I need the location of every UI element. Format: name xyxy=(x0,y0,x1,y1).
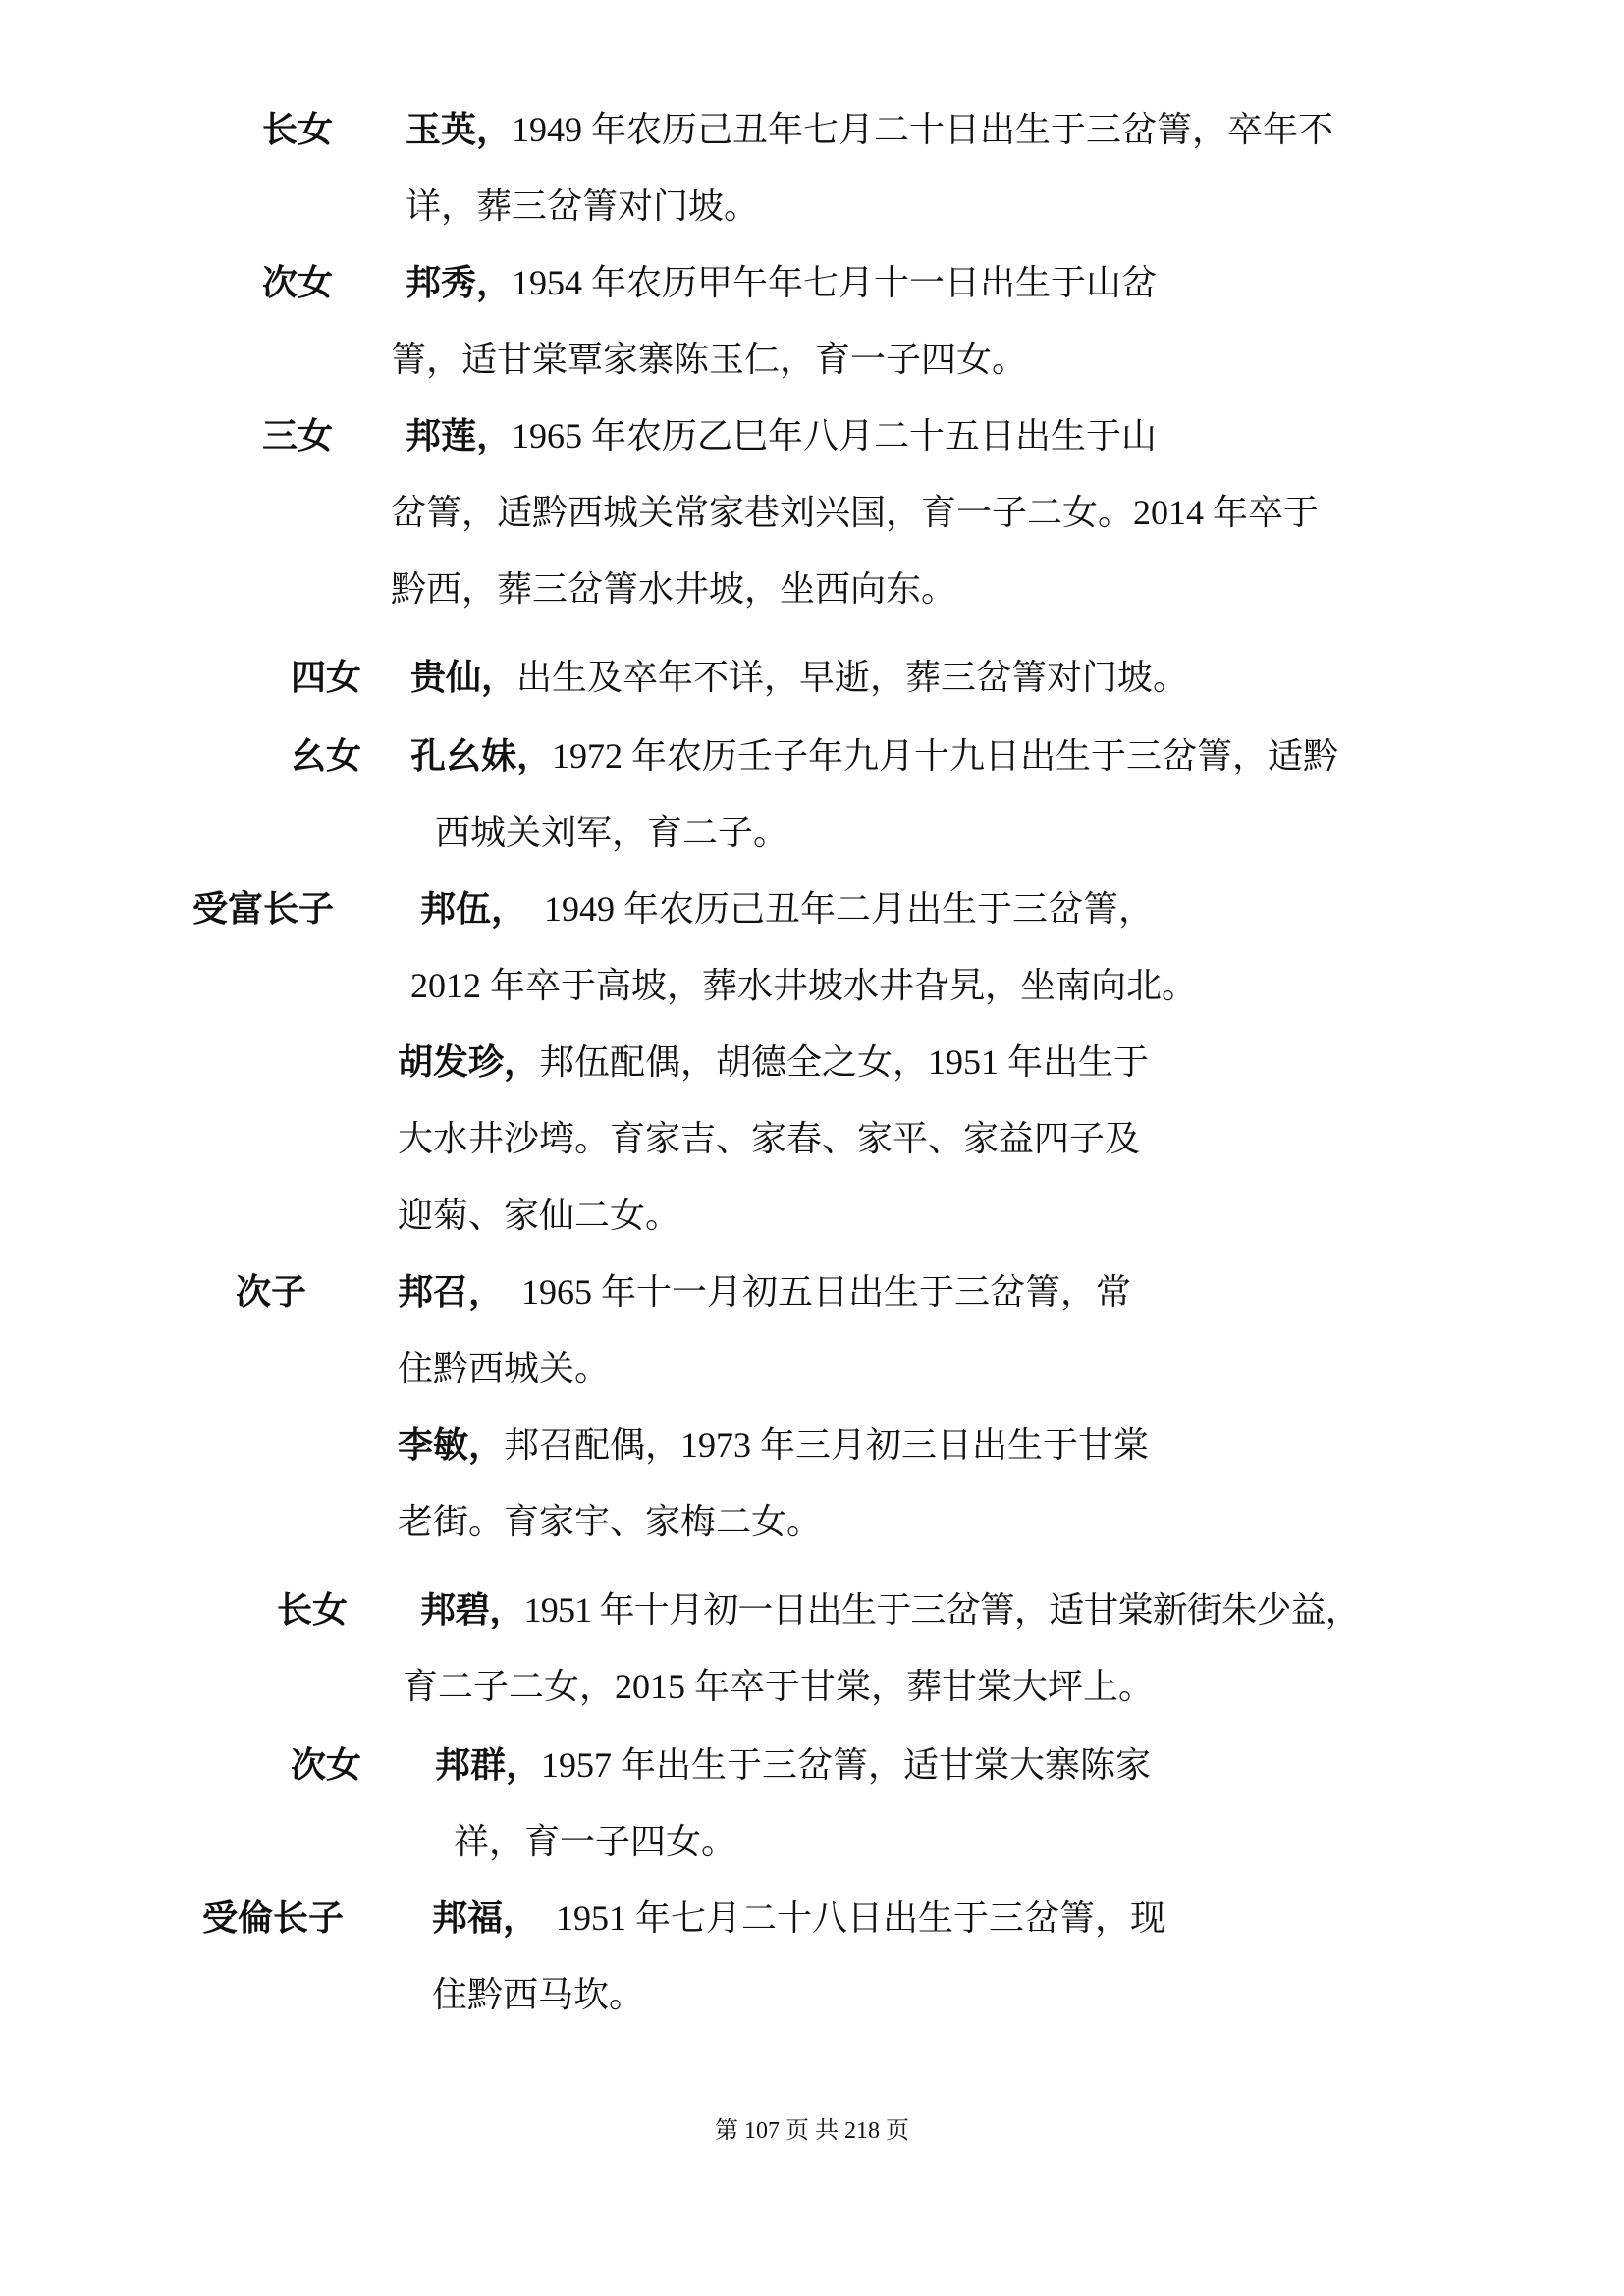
entry-text: 2012 年卒于高坡，葬水井坡水井旮旯，坐南向北。 xyxy=(410,966,1198,1005)
entry-text: 迎菊、家仙二女。 xyxy=(398,1196,681,1235)
entry-line xyxy=(410,654,1188,701)
entry-name: 玉英， xyxy=(406,110,513,149)
entry-text: 1972 年农历壬子年九月十九日出生于三岔箐，适黔 xyxy=(552,736,1339,775)
entry-line xyxy=(398,1421,1149,1468)
entry-text: 住黔西马坎。 xyxy=(432,1975,645,2014)
entry-name: 李敏， xyxy=(398,1425,505,1465)
entry-name: 邦碧， xyxy=(420,1590,524,1629)
entry-line xyxy=(432,1895,1165,1942)
entry-text: 老街。育家宇、家梅二女。 xyxy=(398,1502,823,1541)
entry-role: 长女 xyxy=(277,1590,349,1629)
entry-text: 1954 年农历甲午年七月十一日出生于山岔 xyxy=(512,263,1158,302)
entry-name: 贵仙， xyxy=(410,658,517,697)
entry-text: 邦伍配偶，胡德全之女，1951 年出生于 xyxy=(539,1042,1150,1082)
entry-role: 次女 xyxy=(262,263,334,302)
entry-text: 箐，适甘棠覃家寨陈玉仁，育一子四女。 xyxy=(391,340,1028,379)
entry-role: 幺女 xyxy=(291,736,362,775)
entry-text: 1949 年农历己丑年七月二十日出生于三岔箐，卒年不 xyxy=(512,110,1334,149)
entry-line xyxy=(406,259,1157,306)
entry-line xyxy=(398,1268,1131,1315)
entry-role: 受倫长子 xyxy=(202,1898,345,1938)
entry-text: 详，葬三岔箐对门坡。 xyxy=(406,187,760,226)
entry-name: 邦伍， xyxy=(420,889,527,929)
entry-text: 1949 年农历己丑年二月出生于三岔箐， xyxy=(544,889,1155,929)
entry-line xyxy=(435,1741,1151,1789)
entry-name: 邦召， xyxy=(398,1272,505,1311)
entry-text: 邦召配偶，1973 年三月初三日出生于甘棠 xyxy=(504,1425,1150,1465)
entry-text: 岔箐，适黔西城关常家巷刘兴国，育一子二女。2014 年卒于 xyxy=(391,493,1320,532)
entry-line xyxy=(420,885,1154,933)
entry-name: 孔幺妹， xyxy=(410,736,553,775)
entry-line xyxy=(410,732,1338,779)
entry-line xyxy=(398,1039,1149,1086)
entry-role: 次子 xyxy=(236,1272,307,1311)
entry-name: 邦秀， xyxy=(406,263,513,302)
entry-text: 祥，育一子四女。 xyxy=(454,1822,737,1861)
entry-line xyxy=(406,106,1333,153)
entry-text: 住黔西城关。 xyxy=(398,1349,611,1388)
entry-text: 1951 年十月初一日出生于三岔箐，适甘棠新街朱少益， xyxy=(523,1590,1361,1629)
page-number-footer: 第 107 页 共 218 页 xyxy=(715,2118,909,2144)
entry-name: 邦福， xyxy=(432,1898,539,1938)
entry-role: 受富长子 xyxy=(192,889,335,929)
entry-role: 长女 xyxy=(262,110,334,149)
entry-text: 出生及卒年不详，早逝，葬三岔箐对门坡。 xyxy=(516,658,1189,697)
entry-text: 育二子二女，2015 年卒于甘棠，葬甘棠大坪上。 xyxy=(403,1667,1155,1706)
entry-name: 邦群， xyxy=(435,1745,542,1785)
entry-role: 三女 xyxy=(262,416,334,455)
entry-text: 1957 年出生于三岔箐，适甘棠大寨陈家 xyxy=(541,1745,1152,1785)
entry-text: 西城关刘军，育二子。 xyxy=(435,813,789,852)
entry-text: 1951 年七月二十八日出生于三岔箐，现 xyxy=(556,1898,1166,1938)
entry-name: 胡发珍， xyxy=(398,1042,540,1082)
entry-name: 邦莲， xyxy=(406,416,513,455)
entry-role: 四女 xyxy=(291,658,362,697)
entry-text: 大水井沙塆。育家吉、家春、家平、家益四子及 xyxy=(398,1119,1141,1158)
entry-line xyxy=(406,412,1157,459)
entry-role: 次女 xyxy=(291,1745,362,1785)
entry-text: 黔西，葬三岔箐水井坡，坐西向东。 xyxy=(391,569,957,609)
entry-text: 1965 年农历乙巳年八月二十五日出生于山 xyxy=(512,416,1158,455)
entry-text: 1965 年十一月初五日出生于三岔箐，常 xyxy=(521,1272,1132,1311)
entry-line xyxy=(420,1586,1360,1633)
